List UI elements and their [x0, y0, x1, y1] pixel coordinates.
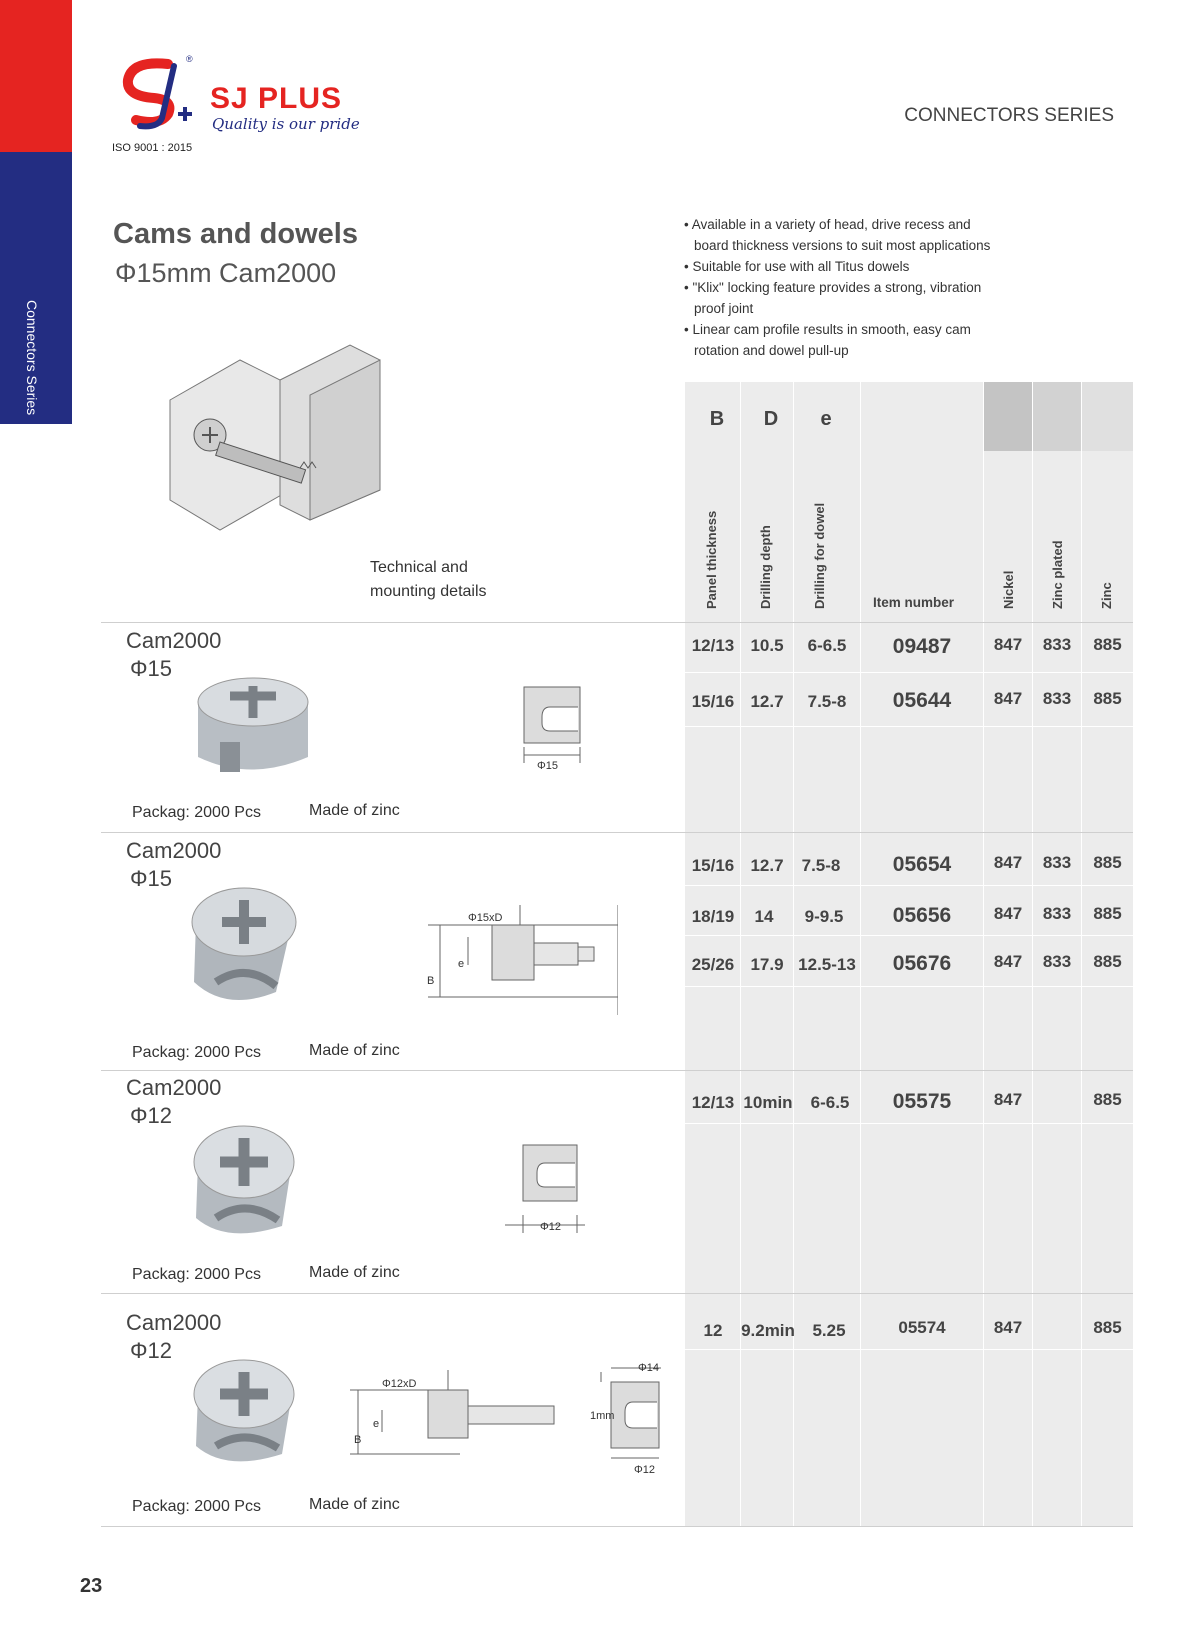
- product-name: Cam2000: [126, 838, 222, 863]
- mounting-illustration: [160, 340, 390, 540]
- item-number: 05575: [892, 1090, 952, 1113]
- dimension-label: B: [427, 975, 435, 987]
- dimension-label: 1mm: [590, 1410, 615, 1422]
- product-diameter: Φ15: [130, 656, 173, 681]
- item-number: 05656: [892, 904, 952, 927]
- package-info: Packag: 2000 Pcs: [132, 1266, 261, 1283]
- section-divider: [101, 1526, 1133, 1527]
- tech-details-label: Technical and mounting details: [370, 559, 487, 600]
- material-info: Made of zinc: [309, 1042, 400, 1059]
- dimension-label: Φ12: [634, 1464, 656, 1476]
- dimension-label: Φ14: [638, 1362, 660, 1374]
- package-info: Packag: 2000 Pcs: [132, 804, 261, 821]
- col-label-item-number: Item number: [873, 595, 955, 610]
- finish-swatch-zinc: [1082, 382, 1133, 451]
- product-diameter: Φ12: [130, 1103, 173, 1128]
- item-number: 05644: [892, 689, 952, 712]
- dimension-label: e: [458, 958, 465, 970]
- feature-item: • Available in a variety of head, drive recess and board thickness versions to suit most applications: [684, 214, 1006, 256]
- section-divider: [101, 832, 1133, 833]
- col-label-zinc-plated: Zinc plated: [1050, 540, 1065, 609]
- product-diameter: Φ15: [130, 866, 173, 891]
- sj-logo-mark: [110, 56, 210, 136]
- dimension-label: Φ15xD: [468, 912, 503, 924]
- col-letter-d: D: [763, 408, 779, 430]
- col-letter-e: e: [820, 408, 832, 430]
- cam-photo: [190, 672, 320, 784]
- dimension-label: Φ15: [537, 760, 559, 772]
- section-divider: [101, 1070, 1133, 1071]
- cam-photo: [186, 882, 302, 1014]
- finish-swatch-zinc-plated: [1033, 382, 1081, 451]
- item-number: 05574: [898, 1318, 946, 1337]
- cam-photo: [186, 1120, 302, 1244]
- iso-certification: ISO 9001 : 2015: [112, 142, 193, 154]
- package-info: Packag: 2000 Pcs: [132, 1498, 261, 1515]
- col-label-nickel: Nickel: [1001, 570, 1016, 609]
- cam-dowel-diagram: [418, 905, 618, 1015]
- side-tab-label: Connectors Series: [24, 300, 40, 416]
- page-title: Cams and dowels: [113, 218, 358, 250]
- material-info: Made of zinc: [309, 802, 400, 819]
- feature-item: • Suitable for use with all Titus dowels: [684, 256, 1006, 277]
- material-info: Made of zinc: [309, 1264, 400, 1281]
- product-name: Cam2000: [126, 1075, 222, 1100]
- dimension-label: e: [373, 1418, 380, 1430]
- feature-item: • "Klix" locking feature provides a strong, vibration proof joint: [684, 277, 1006, 319]
- col-letter-b: B: [709, 408, 725, 430]
- feature-item: • Linear cam profile results in smooth, easy cam rotation and dowel pull-up: [684, 319, 1006, 361]
- col-label-zinc: Zinc: [1099, 582, 1114, 609]
- product-name: Cam2000: [126, 628, 222, 653]
- col-label-panel-thickness: Panel thickness: [704, 510, 719, 609]
- feature-list: [684, 214, 1006, 361]
- side-tab-red: [0, 0, 72, 152]
- cam-photo: [186, 1354, 302, 1472]
- item-number: 09487: [892, 635, 952, 658]
- brand-tagline: Quality is our pride: [212, 115, 360, 133]
- col-label-drilling-dowel: Drilling for dowel: [812, 502, 827, 609]
- dimension-label: Φ12: [540, 1221, 562, 1233]
- col-label-drilling-depth: Drilling depth: [758, 525, 773, 609]
- dimension-label: B: [354, 1434, 362, 1446]
- page-number: 23: [80, 1575, 103, 1597]
- item-number: 05654: [892, 853, 952, 876]
- product-diameter: Φ12: [130, 1338, 173, 1363]
- page-subtitle: Φ15mm Cam2000: [115, 258, 337, 288]
- finish-swatch-nickel: [984, 382, 1032, 451]
- section-divider: [101, 1293, 1133, 1294]
- material-info: Made of zinc: [309, 1496, 400, 1513]
- series-title: CONNECTORS SERIES: [904, 105, 1114, 126]
- dimension-label: Φ12xD: [382, 1378, 417, 1390]
- section-divider: [101, 622, 1133, 623]
- registered-mark: ®: [186, 54, 193, 64]
- product-name: Cam2000: [126, 1310, 222, 1335]
- cam-diagram: [505, 1143, 585, 1233]
- item-number: 05676: [892, 952, 952, 975]
- brand-name: SJ PLUS: [210, 82, 343, 115]
- package-info: Packag: 2000 Pcs: [132, 1044, 261, 1061]
